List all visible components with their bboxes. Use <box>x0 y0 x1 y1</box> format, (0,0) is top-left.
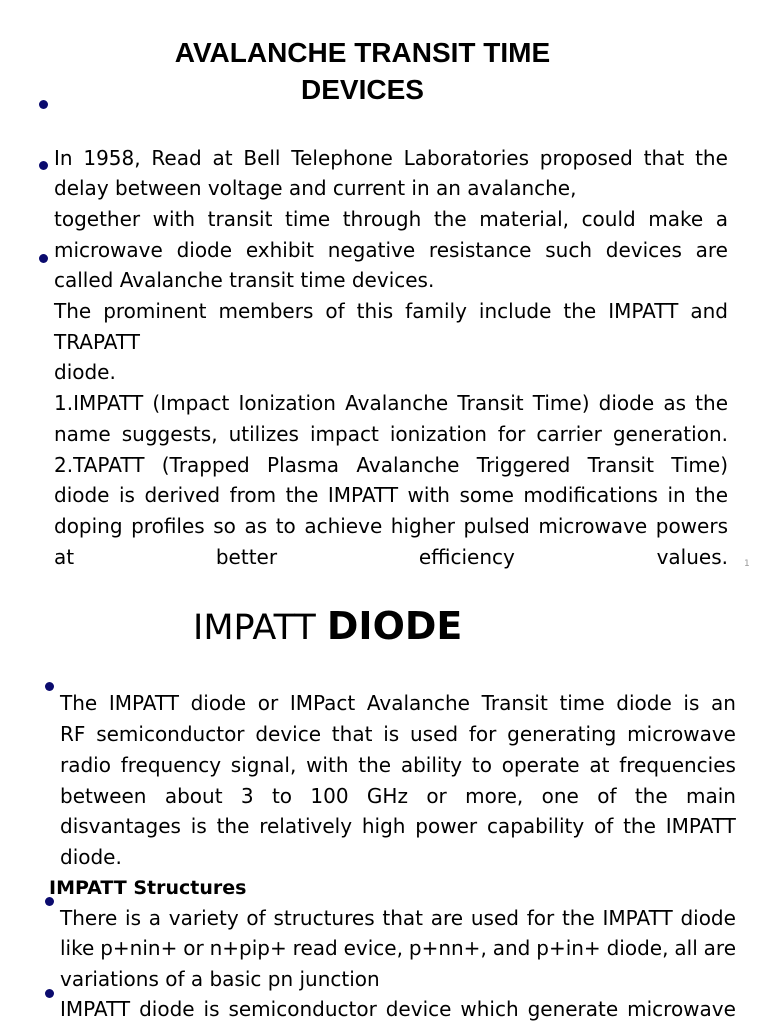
word: or <box>183 936 204 960</box>
title-normal: IMPATT <box>193 608 327 648</box>
word: signal, <box>230 753 297 777</box>
text-line: variations of a basic pn junction <box>60 967 380 991</box>
word: ability <box>400 753 463 777</box>
word: so <box>213 514 236 538</box>
word: (Impact <box>152 391 230 415</box>
word: all <box>674 936 698 960</box>
text-line <box>54 511 728 541</box>
word: pulsed <box>463 514 530 538</box>
word: RF <box>60 722 86 746</box>
word: which <box>460 997 519 1021</box>
word: generating <box>507 722 617 746</box>
word: the <box>358 753 392 777</box>
word: with <box>407 483 450 507</box>
text-line <box>60 688 736 718</box>
word: 3 <box>240 784 254 808</box>
text-line <box>54 388 728 418</box>
word: with <box>152 207 196 231</box>
word: main <box>686 784 736 808</box>
slide-number: 1 <box>744 559 750 569</box>
word: higher <box>390 514 455 538</box>
word: diode <box>139 997 195 1021</box>
word: achieve <box>304 514 383 538</box>
text-line <box>60 903 736 933</box>
word: Read <box>151 146 202 170</box>
word: as <box>244 514 268 538</box>
word: Time) <box>532 391 590 415</box>
word: devices <box>605 238 682 262</box>
text-line <box>54 296 728 326</box>
word: at <box>212 146 233 170</box>
text-line <box>60 933 736 963</box>
word: Transit <box>457 391 524 415</box>
bullet-icon <box>45 682 54 691</box>
word: disvantages <box>60 814 181 838</box>
slide-title <box>120 34 605 108</box>
word: could <box>581 207 636 231</box>
word: one <box>541 784 579 808</box>
text-line <box>54 419 728 449</box>
word: relatively <box>259 814 353 838</box>
word: IMPATT <box>602 906 673 930</box>
word: values. <box>656 545 728 569</box>
word: for <box>468 722 497 746</box>
word: diode <box>190 691 247 715</box>
word: operate <box>501 753 580 777</box>
word: read <box>292 936 338 960</box>
word: Bell <box>243 146 281 170</box>
word: diode, <box>606 936 669 960</box>
text-line <box>54 235 728 265</box>
word: 1.IMPATT <box>54 391 144 415</box>
word: diode <box>598 391 655 415</box>
word: of <box>597 784 617 808</box>
word: from <box>229 483 277 507</box>
word: a <box>715 207 728 231</box>
word: microwave <box>627 722 736 746</box>
word: IMPATT <box>108 691 179 715</box>
text-line <box>60 811 736 841</box>
word: is <box>683 691 700 715</box>
text-line <box>60 994 736 1024</box>
text-line <box>54 542 728 572</box>
text-line: TRAPATT <box>54 330 140 354</box>
word: an <box>711 691 736 715</box>
word: the <box>285 483 319 507</box>
bullet-icon <box>45 989 54 998</box>
word: between <box>60 784 147 808</box>
word: semiconductor <box>228 997 377 1021</box>
word: is <box>203 997 220 1021</box>
text-line: called Avalanche transit time devices. <box>54 268 435 292</box>
word: generation. <box>612 422 728 446</box>
word: efficiency <box>418 545 515 569</box>
word: more, <box>465 784 524 808</box>
word: Telephone <box>291 146 393 170</box>
word: and <box>492 936 531 960</box>
word: (Trapped <box>161 453 250 477</box>
word: p+nin+ <box>100 936 178 960</box>
word: and <box>690 299 728 323</box>
word: GHz <box>366 784 408 808</box>
word: suggests, <box>121 422 218 446</box>
word: name <box>54 422 111 446</box>
text-line <box>60 781 736 811</box>
word: 2.TAPATT <box>54 453 145 477</box>
word: to <box>275 514 296 538</box>
word: The <box>60 691 98 715</box>
word: at <box>54 545 75 569</box>
word: make <box>648 207 704 231</box>
word: family <box>405 299 467 323</box>
word: microwave <box>54 238 163 262</box>
word: proposed <box>539 146 633 170</box>
word: the <box>634 784 668 808</box>
word: is <box>118 483 135 507</box>
word: the <box>216 814 250 838</box>
text-line: diode. <box>60 845 122 869</box>
text-line <box>60 719 736 749</box>
text-line <box>54 204 728 234</box>
word: generate <box>527 997 619 1021</box>
text-line <box>60 750 736 780</box>
word: IMPATT <box>608 299 679 323</box>
word: variety <box>168 906 239 930</box>
word: as <box>663 391 687 415</box>
word: Avalanche <box>345 391 449 415</box>
word: the <box>695 146 728 170</box>
word: device <box>385 997 452 1021</box>
word: evice, <box>343 936 403 960</box>
word: at <box>589 753 610 777</box>
word: diode <box>616 691 672 715</box>
word: that <box>382 906 423 930</box>
word: the <box>623 814 656 838</box>
word: IMPATT <box>60 997 131 1021</box>
word: diode <box>176 238 233 262</box>
text-line <box>54 480 728 510</box>
word: the <box>433 207 467 231</box>
word: capability <box>486 814 585 838</box>
word: this <box>356 299 394 323</box>
word: Transit <box>481 691 548 715</box>
word: such <box>545 238 593 262</box>
word: that <box>643 146 685 170</box>
word: of <box>325 299 345 323</box>
word: are <box>703 936 736 960</box>
word: the <box>563 299 597 323</box>
word: together <box>54 207 141 231</box>
word: for <box>526 906 555 930</box>
word: radio <box>60 753 111 777</box>
word: include <box>478 299 552 323</box>
bullet-icon <box>39 100 48 109</box>
word: There <box>60 906 118 930</box>
word: negative <box>327 238 416 262</box>
word: n+pip+ <box>209 936 287 960</box>
word: high <box>361 814 406 838</box>
slide-title <box>193 602 462 652</box>
word: of <box>246 906 266 930</box>
text-line <box>54 450 728 480</box>
word: that <box>331 722 373 746</box>
word: the <box>695 391 728 415</box>
word: IMPATT <box>327 483 399 507</box>
text-line <box>54 143 728 173</box>
title-line-1: AVALANCHE TRANSIT TIME <box>174 37 551 68</box>
word: the <box>695 483 728 507</box>
title-bold: DIODE <box>326 604 463 648</box>
word: about <box>164 784 223 808</box>
word: derived <box>144 483 221 507</box>
word: ionization <box>389 422 487 446</box>
word: structures <box>273 906 375 930</box>
word: material, <box>479 207 570 231</box>
word: used <box>470 906 519 930</box>
word: members <box>218 299 314 323</box>
word: Avalanche <box>366 691 470 715</box>
word: are <box>430 906 464 930</box>
word: IMPact <box>289 691 356 715</box>
word: device <box>255 722 322 746</box>
word: time <box>559 691 605 715</box>
word: semiconductor <box>96 722 245 746</box>
word: Transit <box>587 453 654 477</box>
word: 100 <box>310 784 349 808</box>
word: of <box>594 814 614 838</box>
word: with <box>306 753 349 777</box>
word: a <box>148 906 162 930</box>
text-line: delay between voltage and current in an avalanche, <box>54 176 577 200</box>
word: to <box>271 784 293 808</box>
word: is <box>125 906 142 930</box>
bullet-icon <box>39 161 48 170</box>
word: power <box>415 814 478 838</box>
bullet-icon <box>39 254 48 263</box>
word: p+in+ <box>536 936 601 960</box>
word: Time) <box>671 453 728 477</box>
section-heading: IMPATT Structures <box>49 877 247 899</box>
word: Triggered <box>476 453 571 477</box>
word: used <box>409 722 459 746</box>
word: powers <box>655 514 728 538</box>
word: frequencies <box>619 753 736 777</box>
word: profiles <box>131 514 205 538</box>
word: impact <box>309 422 379 446</box>
word: utilizes <box>228 422 299 446</box>
word: frequency <box>120 753 222 777</box>
word: Laboratories <box>403 146 530 170</box>
word: or <box>257 691 279 715</box>
word: is <box>383 722 400 746</box>
word: better <box>215 545 278 569</box>
word: diode <box>54 483 110 507</box>
word: diode <box>680 906 736 930</box>
word: some <box>459 483 514 507</box>
word: 1958, <box>83 146 141 170</box>
word: resistance <box>428 238 532 262</box>
word: Plasma <box>267 453 340 477</box>
text-line: diode. <box>54 360 116 384</box>
word: prominent <box>103 299 207 323</box>
word: doping <box>54 514 123 538</box>
word: exhibit <box>245 238 314 262</box>
word: for <box>497 422 526 446</box>
word: in <box>667 483 686 507</box>
word: to <box>471 753 492 777</box>
word: time <box>284 207 331 231</box>
word: the <box>561 906 595 930</box>
word: Ionization <box>238 391 336 415</box>
word: carrier <box>536 422 602 446</box>
word: IMPATT <box>665 814 736 838</box>
word: transit <box>207 207 273 231</box>
title-line-2: DEVICES <box>301 74 424 105</box>
word: modifications <box>523 483 658 507</box>
word: are <box>695 238 728 262</box>
word: The <box>54 299 92 323</box>
word: is <box>190 814 207 838</box>
word: like <box>60 936 95 960</box>
word: microwave <box>538 514 648 538</box>
word: Avalanche <box>356 453 460 477</box>
word: through <box>342 207 422 231</box>
word: In <box>54 146 73 170</box>
word: or <box>426 784 447 808</box>
word: p+nn+, <box>408 936 487 960</box>
word: microwave <box>627 997 736 1021</box>
